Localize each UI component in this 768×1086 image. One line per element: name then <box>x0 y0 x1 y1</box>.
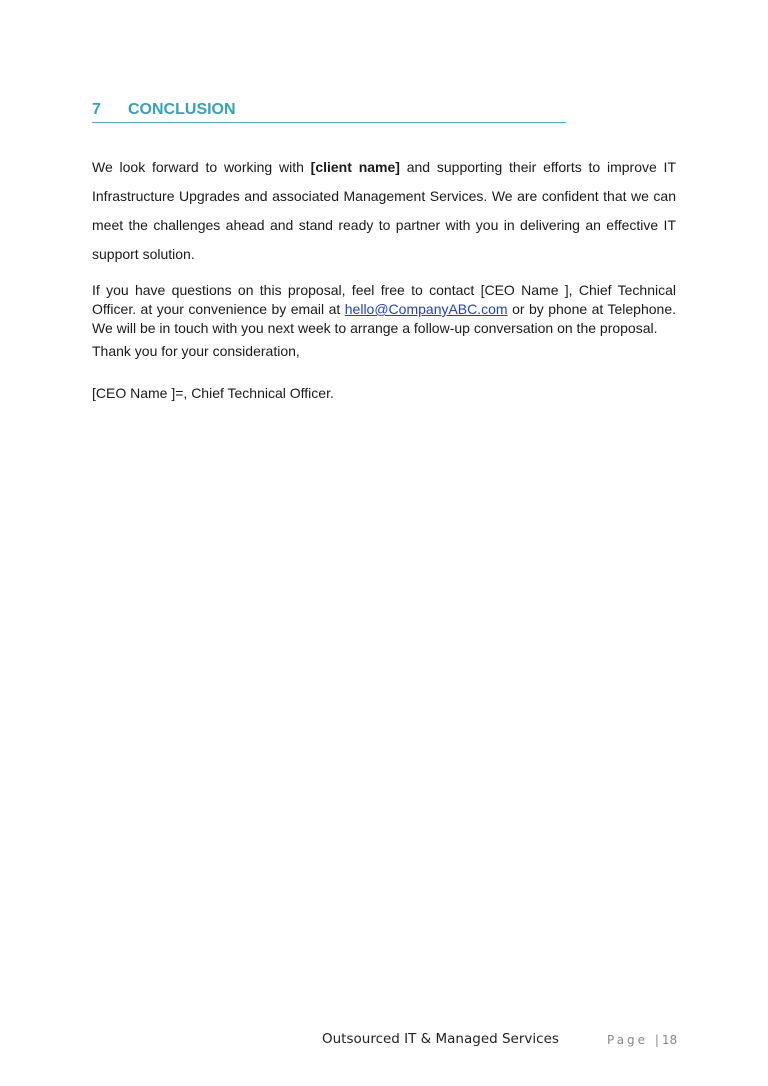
section-number: 7 <box>92 101 101 118</box>
email-link[interactable]: hello@CompanyABC.com <box>344 301 508 317</box>
contact-paragraph <box>92 281 676 338</box>
text: and supporting their efforts to improve IT Infrastructure Upgrades and associated Management Services. We are confident that we can meet the challenges ahead and stand ready to partner with you in delivering an effective IT support solution. <box>92 159 677 262</box>
intro-paragraph <box>92 153 676 269</box>
text: We look forward to working with <box>92 159 311 175</box>
page-number-value: 18 <box>661 1033 678 1047</box>
thanks-paragraph: Thank you for your consideration, <box>92 343 300 359</box>
client-name-placeholder: [client name] <box>310 159 400 175</box>
text: If you have questions on this proposal, feel free to contact [CEO Name ], Chief Technical Officer. at your convenience by email at <box>92 282 676 317</box>
page-label: Page | <box>607 1033 662 1047</box>
signature: [CEO Name ]=, Chief Technical Officer. <box>92 385 334 401</box>
text: or by phone at Telephone. We will be in touch with you next week to arrange a follow-up conversation on the proposal. <box>92 301 676 336</box>
page-number <box>607 1033 677 1047</box>
section-title: CONCLUSION <box>128 101 236 118</box>
section-heading <box>92 100 566 123</box>
footer-title: Outsourced IT & Managed Services <box>322 1031 559 1047</box>
